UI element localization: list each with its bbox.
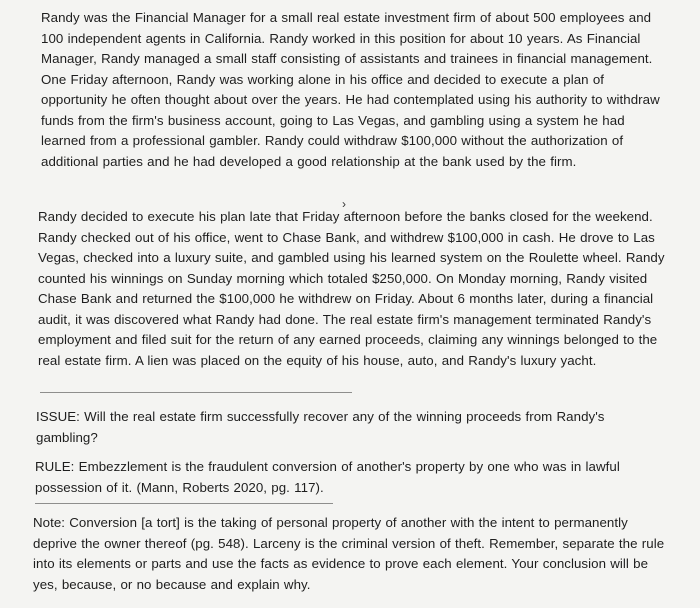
citation-underline [35, 503, 333, 504]
paragraph-facts: Randy decided to execute his plan late that Friday afternoon before the banks closed for the weekend. Randy checked out of his office, went to Chase Bank, and withdrew $100,000 in cash. He drove to Las Vegas, checked into a luxury suite, and gambled using his learned system on the Roulette wheel. Randy counted his winnings on Sunday morning which totaled $250,000. On Monday morning, Randy visited Chase Bank and returned the $100,000 he withdrew on Friday. About 6 months later, during a financial audit, it was discovered what Randy had done. The real estate firm's management terminated Randy's employment and filed suit for the return of any earned proceeds, claiming any winnings belonged to the real estate firm. A lien was placed on the equity of his house, auto, and Randy's luxury yacht. [38, 209, 665, 368]
paragraph-rule: RULE: Embezzlement is the fraudulent conversion of another's property by one who was in lawful possession of it. (Mann, Roberts 2020, pg. 117). [35, 459, 620, 495]
yacht-underline [40, 392, 352, 393]
paragraph-note: Note: Conversion [a tort] is the taking of personal property of another with the intent to permanently deprive the owner thereof (pg. 548). Larceny is the criminal version of theft. Remember, separate the rule into its elements or parts and use the facts as evidence to prove each element. Your conclusion will be yes, because, or no because and explain why. [33, 515, 665, 592]
cursor-mark: › [342, 197, 346, 211]
paragraph-issue: ISSUE: Will the real estate firm successfully recover any of the winning proceeds from Randy's gambling? [36, 409, 605, 445]
paragraph-intro: Randy was the Financial Manager for a small real estate investment firm of about 500 employees and 100 independent agents in California. Randy worked in this position for about 10 years. As Financial Manager, Randy managed a small staff consisting of assistants and trainees in financial management. One Friday afternoon, Randy was working alone in his office and decided to execute a plan of opportunity he often thought about over the years. He had contemplated using his authority to withdraw funds from the firm's business account, going to Las Vegas, and gambling using a system he had learned from a professional gambler. Randy could withdraw $100,000 without the authorization of additional parties and he had developed a good relationship at the bank used by the firm. [41, 10, 660, 169]
